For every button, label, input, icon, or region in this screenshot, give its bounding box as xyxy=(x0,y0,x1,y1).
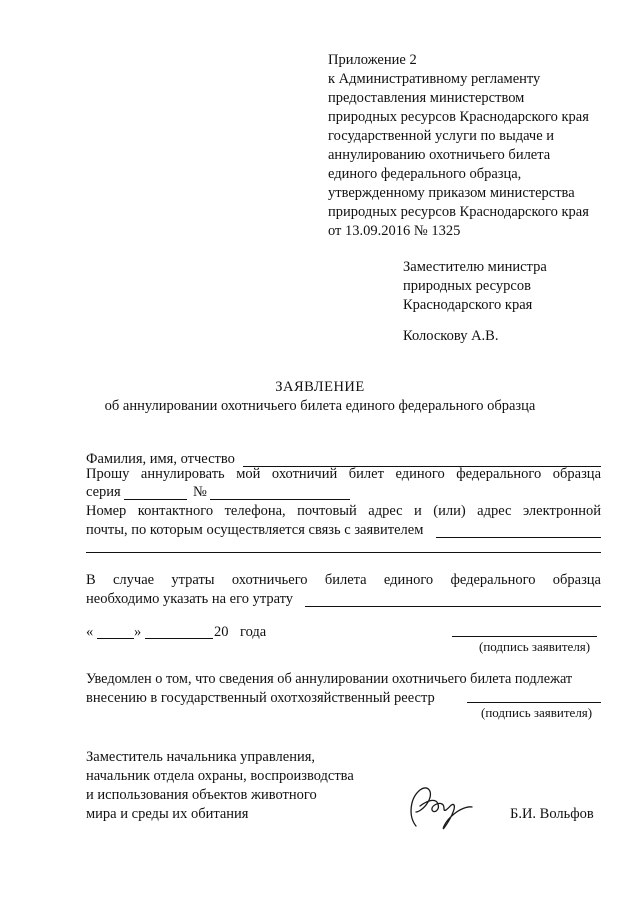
appendix-line: аннулированию охотничьего билета xyxy=(328,147,551,163)
notice-text-2: внесению в государственный охотхозяйственный реестр xyxy=(86,690,435,706)
position-line: и использования объектов животного xyxy=(86,787,317,803)
notice-text: Уведомлен о том, что сведения об аннулировании охотничьего билета подлежат xyxy=(86,671,573,687)
appendix-line: природных ресурсов Краснодарского края xyxy=(328,204,589,220)
appendix-line: утвержденному приказом министерства xyxy=(328,185,575,201)
date-day-field[interactable] xyxy=(97,638,134,639)
date-month-field[interactable] xyxy=(145,638,213,639)
document-subtitle: об аннулировании охотничьего билета единого федерального образца xyxy=(104,398,536,414)
appendix-line: предоставления министерством xyxy=(328,90,525,106)
document-title: ЗАЯВЛЕНИЕ xyxy=(275,379,365,395)
contacts-text: Номер контактного телефона, почтовый адрес и (или) адрес электронной xyxy=(86,503,601,519)
signer-name: Б.И. Вольфов xyxy=(510,806,594,822)
signature-caption-2: (подпись заявителя) xyxy=(481,705,593,720)
appendix-line: к Административному регламенту xyxy=(328,71,541,87)
position-line: мира и среды их обитания xyxy=(86,806,249,822)
position-line: Заместитель начальника управления, xyxy=(86,749,316,765)
appendix-line: единого федерального образца, xyxy=(328,166,522,182)
date-year-prefix: 20 xyxy=(214,624,229,640)
position-line: начальник отдела охраны, воспроизводства xyxy=(86,768,354,784)
contacts-field-2[interactable] xyxy=(86,552,601,553)
full-name-label: Фамилия, имя, отчество xyxy=(86,451,235,467)
date-open-quote: « xyxy=(86,624,94,640)
date-year-suffix: года xyxy=(240,624,267,640)
appendix-line: Приложение 2 xyxy=(328,52,417,68)
loss-field[interactable] xyxy=(305,606,601,607)
addressee-line: Заместителю министра xyxy=(403,259,547,275)
appendix-line: от 13.09.2016 № 1325 xyxy=(328,223,461,239)
signature-caption: (подпись заявителя) xyxy=(479,639,591,654)
contacts-field[interactable] xyxy=(436,537,601,538)
number-label: № xyxy=(193,484,207,500)
series-field[interactable] xyxy=(124,499,187,500)
addressee-line: Краснодарского края xyxy=(403,297,533,313)
appendix-line: государственной услуги по выдаче и xyxy=(328,128,555,144)
loss-text: В случае утраты охотничьего билета единого федерального образца xyxy=(86,572,601,588)
appendix-line: природных ресурсов Краснодарского края xyxy=(328,109,589,125)
addressee-name: Колоскову А.В. xyxy=(403,328,499,344)
loss-text-2: необходимо указать на его утрату xyxy=(86,591,294,607)
request-text: Прошу аннулировать мой охотничий билет единого федерального образца xyxy=(86,466,601,482)
series-label: серия xyxy=(86,484,121,500)
contacts-text-2: почты, по которым осуществляется связь с заявителем xyxy=(86,522,424,538)
handwritten-signature xyxy=(398,776,478,836)
addressee-line: природных ресурсов xyxy=(403,278,531,294)
number-field[interactable] xyxy=(210,499,350,500)
date-close-quote: » xyxy=(134,624,142,640)
